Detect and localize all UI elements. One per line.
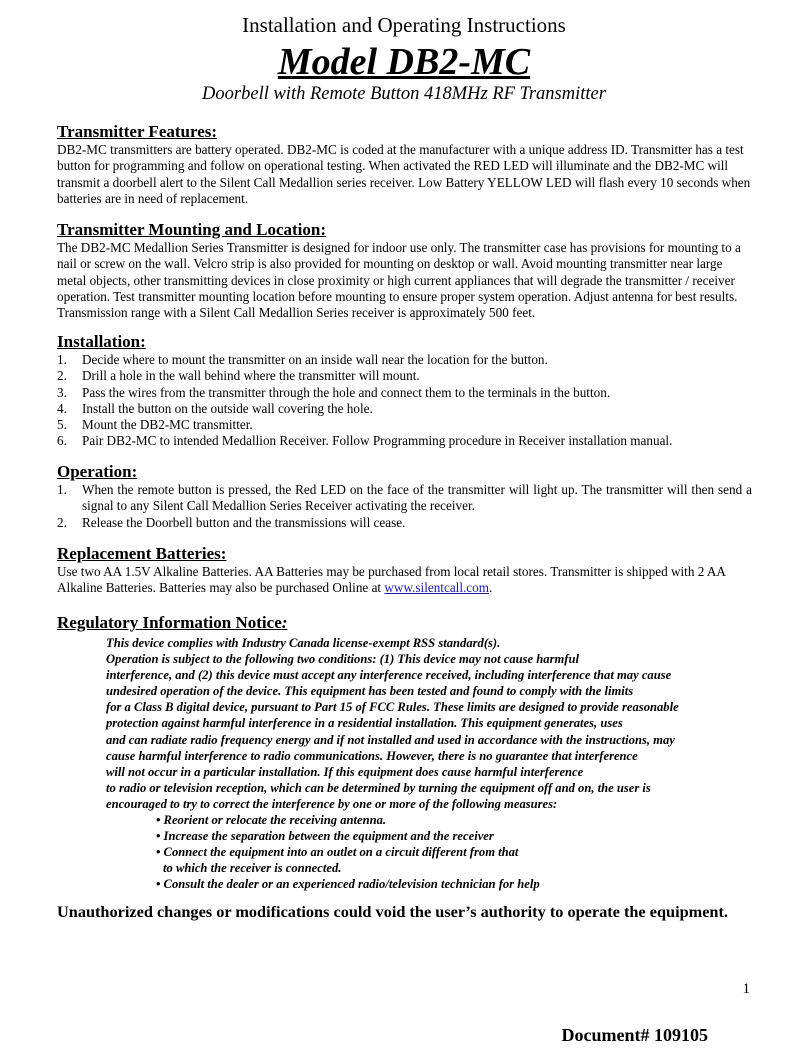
installation-heading: Installation: bbox=[57, 332, 146, 351]
regulatory-line: encouraged to try to correct the interference by one or more of the following measures: bbox=[106, 796, 558, 811]
regulatory-line: cause harmful interference to radio communications. However, there is no guarantee that interference bbox=[106, 748, 638, 763]
step-number: 2. bbox=[57, 368, 67, 384]
batteries-text bbox=[57, 564, 752, 597]
installation-steps bbox=[57, 352, 752, 450]
step-text: When the remote button is pressed, the Red LED on the face of the transmitter will light up. The transmitter will then send a signal to any Silent Call Medallion Series Receiver activating the receiver. bbox=[82, 482, 752, 514]
step-text: Decide where to mount the transmitter on an inside wall near the location for the button. bbox=[82, 352, 548, 367]
batteries-text-main: Use two AA 1.5V Alkaline Batteries. AA Batteries may be purchased from local retail stores. Transmitter is shipped with 2 AA Alkaline Batteries. Batteries may also be purchased Online at bbox=[57, 564, 726, 596]
step-text: Pair DB2-MC to intended Medallion Receiver. Follow Programming procedure in Receiver installation manual. bbox=[82, 433, 673, 449]
regulatory-line: This device complies with Industry Canada license-exempt RSS standard(s). bbox=[106, 636, 501, 650]
batteries-section bbox=[57, 544, 752, 597]
step-text: Mount the DB2-MC transmitter. bbox=[82, 417, 253, 433]
regulatory-line: for a Class B digital device, pursuant to Part 15 of FCC Rules. These limits are designed to provide reasonable bbox=[106, 700, 679, 715]
operation-steps bbox=[57, 482, 752, 531]
mounting-section bbox=[57, 220, 752, 321]
regulatory-bullet: • Connect the equipment into an outlet on a circuit different from that bbox=[156, 845, 519, 860]
model-title: Model DB2-MC bbox=[277, 41, 531, 83]
regulatory-bullet: • Reorient or relocate the receiving antenna. bbox=[156, 813, 387, 828]
regulatory-bullet: • Increase the separation between the equipment and the receiver bbox=[156, 829, 494, 844]
features-heading: Transmitter Features: bbox=[57, 122, 218, 141]
regulatory-line: protection against harmful interference in a residential installation. This equipment generates, uses bbox=[106, 716, 623, 731]
modification-warning: Unauthorized changes or modifications could void the user’s authority to operate the equipment. bbox=[57, 902, 728, 921]
step-number: 1. bbox=[57, 352, 67, 367]
document-header: Installation and Operating Instructions bbox=[242, 13, 566, 37]
step-number: 4. bbox=[57, 400, 67, 416]
features-section bbox=[57, 122, 752, 207]
features-text: DB2-MC transmitters are battery operated. DB2-MC is coded at the manufacturer with a unique address ID. Transmitter has a test button for programming and follow on operational testing. When activated the RED LED will illuminate and the DB2-MC will transmit a doorbell alert to the Silent Call Medallion series receiver. Low Battery YELLOW LED will flash every 10 seconds when batteries are in need of replacement. bbox=[57, 142, 751, 206]
regulatory-bullet-continuation: to which the receiver is connected. bbox=[163, 861, 342, 876]
silentcall-website-link[interactable]: www.silentcall.com bbox=[384, 580, 490, 596]
regulatory-line: to radio or television reception, which can be determined by turning the equipment off and on, the user is bbox=[106, 780, 651, 795]
regulatory-notice bbox=[106, 635, 757, 893]
installation-step bbox=[57, 385, 752, 401]
installation-section bbox=[57, 332, 752, 450]
model-subtitle: Doorbell with Remote Button 418MHz RF Transmitter bbox=[202, 84, 606, 104]
regulatory-line: will not occur in a particular installation. If this equipment does cause harmful interference bbox=[106, 764, 584, 779]
step-number: 3. bbox=[57, 384, 67, 400]
document-number: Document# 109105 bbox=[561, 1025, 708, 1045]
regulatory-heading-text: Regulatory Information Notice bbox=[57, 613, 282, 632]
batteries-text-end: . bbox=[489, 580, 493, 596]
mounting-text: The DB2-MC Medallion Series Transmitter is designed for indoor use only. The transmitter case has provisions for mounting to a nail or screw on the wall. Velcro strip is also provided for mounting on desktop or wall. Avoid mounting transmitter near large metal objects, other transmitting devices in close proximity or high current appliances that will degrade the transmitter / receiver operation. Test transmitter mounting location before mounting to ensure proper system operation. Adjust antenna for best results. Transmission range with a Silent Call Medallion Series receiver is approximately 500 feet. bbox=[57, 240, 741, 321]
operation-section bbox=[57, 462, 752, 531]
operation-step bbox=[57, 482, 752, 515]
installation-step bbox=[57, 433, 752, 449]
installation-step bbox=[57, 352, 752, 368]
regulatory-heading-colon: : bbox=[281, 613, 288, 632]
step-number: 2. bbox=[57, 514, 67, 530]
step-text: Release the Doorbell button and the transmissions will cease. bbox=[82, 514, 406, 530]
regulatory-line: undesired operation of the device. This equipment has been tested and found to comply with the limits bbox=[106, 684, 634, 699]
operation-heading: Operation: bbox=[57, 462, 138, 481]
step-number: 1. bbox=[57, 482, 67, 497]
regulatory-bullet: • Consult the dealer or an experienced radio/television technician for help bbox=[156, 877, 540, 892]
regulatory-line: Operation is subject to the following two conditions: (1) This device may not cause harmful bbox=[106, 652, 579, 667]
regulatory-heading bbox=[57, 613, 757, 633]
step-text: Install the button on the outside wall covering the hole. bbox=[82, 400, 373, 416]
step-number: 5. bbox=[57, 417, 67, 433]
operation-step bbox=[57, 515, 752, 531]
regulatory-line: interference, and (2) this device must accept any interference received, including interference that may cause bbox=[106, 668, 672, 683]
step-text: Drill a hole in the wall behind where the transmitter will mount. bbox=[82, 368, 420, 384]
page-number: 1 bbox=[742, 981, 750, 997]
step-text: Pass the wires from the transmitter through the hole and connect them to the terminals in the button. bbox=[82, 384, 611, 400]
mounting-heading: Transmitter Mounting and Location: bbox=[57, 220, 327, 239]
installation-step bbox=[57, 368, 752, 384]
batteries-heading: Replacement Batteries: bbox=[57, 544, 227, 563]
installation-step bbox=[57, 401, 752, 417]
regulatory-section bbox=[57, 613, 757, 893]
regulatory-line: and can radiate radio frequency energy and if not installed and used in accordance with the instructions, may bbox=[106, 732, 675, 747]
step-number: 6. bbox=[57, 433, 67, 449]
installation-step bbox=[57, 417, 752, 433]
